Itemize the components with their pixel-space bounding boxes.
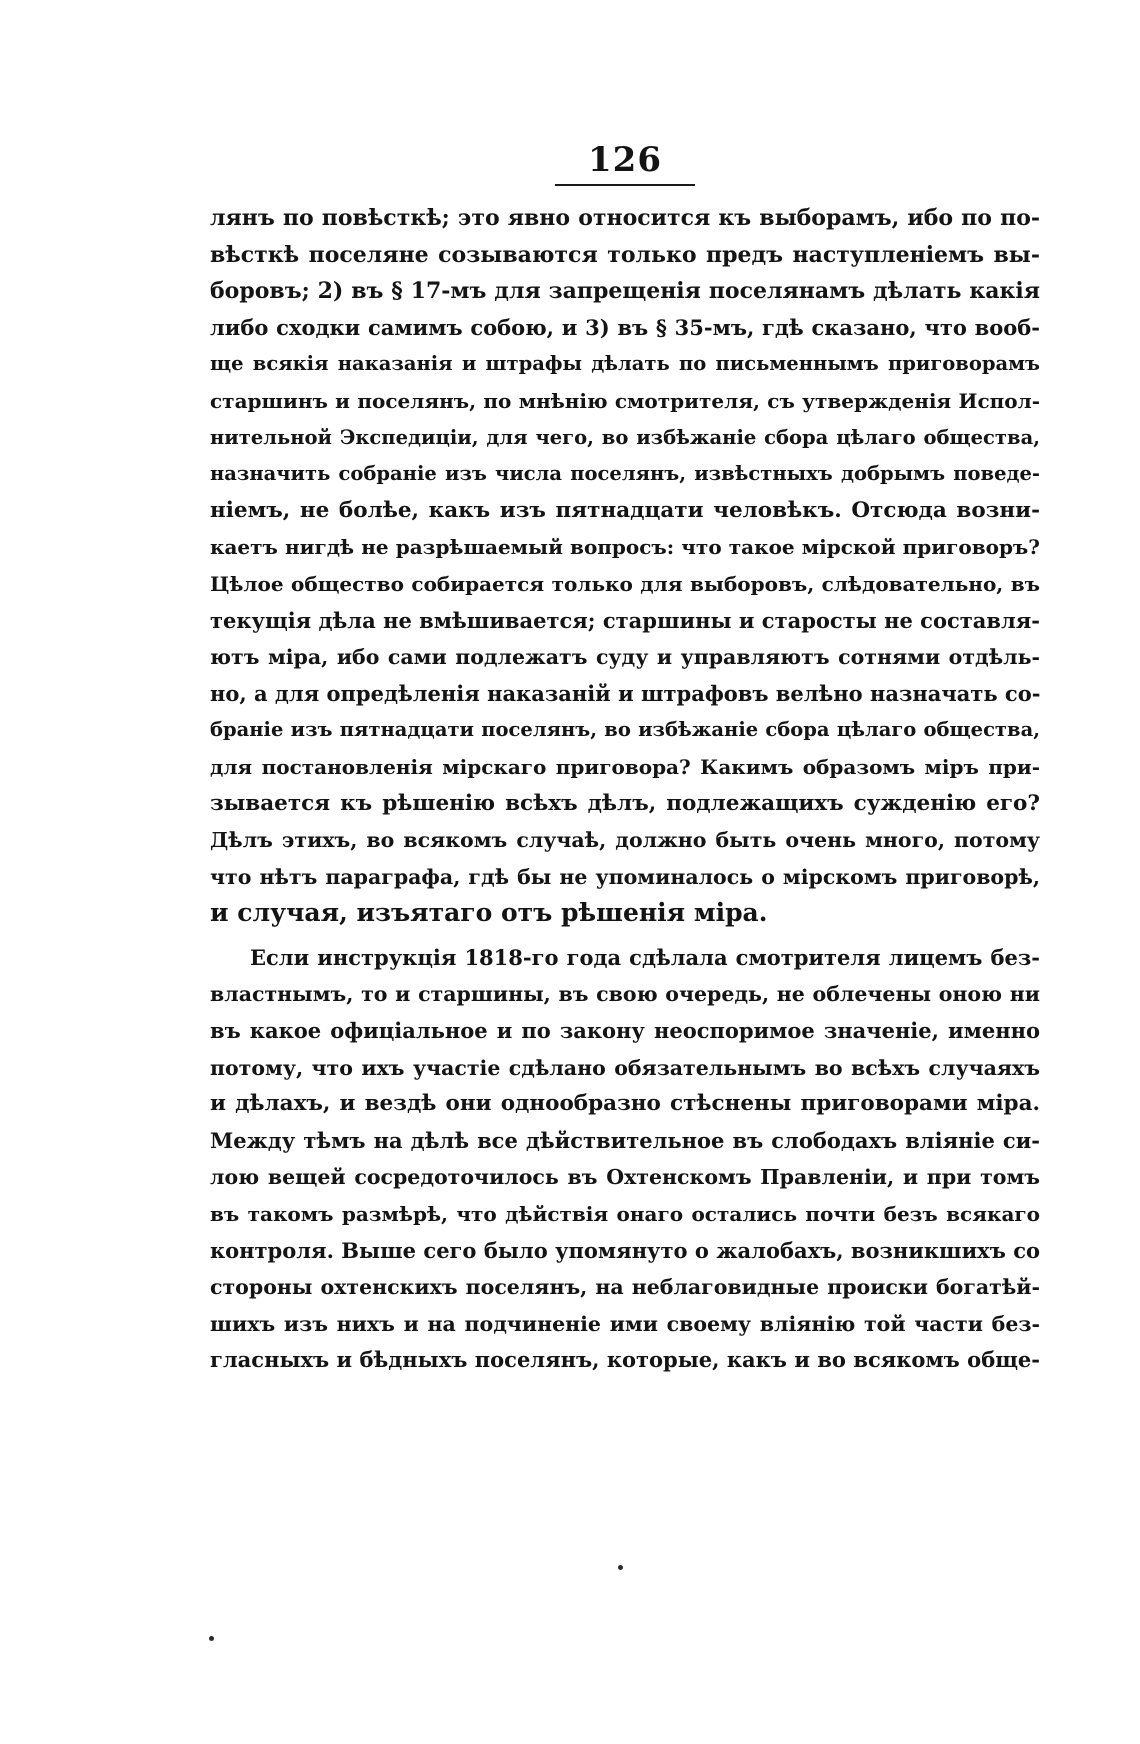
- text-line: потому, что ихъ участіе сдѣлано обязательнымъ во всѣхъ случаяхъ: [210, 1055, 1040, 1080]
- text-line: но, а для опредѣленія наказаній и штрафовъ велѣно назначать со-: [210, 680, 1040, 706]
- text-line: ніемъ, не болѣе, какъ изъ пятнадцати человѣкъ. Отсюда возни-: [210, 497, 1040, 523]
- page-header: [555, 140, 695, 186]
- text-line: гласныхъ и бѣдныхъ поселянъ, которые, какъ и во всякомъ обще-: [210, 1347, 1040, 1373]
- text-line: старшинъ и поселянъ, по мнѣнію смотрителя, съ утвержденія Испол-: [210, 388, 1040, 413]
- text-line: и дѣлахъ, и вездѣ они однообразно стѣснены приговорами міра.: [210, 1091, 1040, 1117]
- text-line: стороны охтенскихъ поселянъ, на неблаговидные происки богатѣй-: [210, 1275, 1040, 1300]
- text-line: и случая, изъятаго отъ рѣшенія міра.: [210, 898, 768, 928]
- text-line: контроля. Выше сего было упомянуто о жалобахъ, возникшихъ со: [210, 1237, 1040, 1263]
- text-line: каетъ нигдѣ не разрѣшаемый вопросъ: что такое мірской приговоръ?: [210, 535, 1040, 560]
- text-line: либо сходки самимъ собою, и 3) въ § 35-мъ, гдѣ сказано, что вооб-: [210, 314, 1040, 340]
- text-line: ютъ міра, ибо сами подлежатъ суду и управляютъ сотнями отдѣль-: [210, 645, 1040, 670]
- text-line: нительной Экспедиціи, для чего, во избѣжаніе сбора цѣлаго общества,: [210, 425, 1040, 449]
- text-line: ще всякія наказанія и штрафы дѣлать по письменнымъ приговорамъ: [210, 352, 1040, 376]
- paragraph-2: [210, 940, 1040, 1379]
- text-line: для постановленія мірскаго приговора? Какимъ образомъ міръ при-: [210, 754, 1040, 779]
- text-line: шихъ изъ нихъ и на подчиненіе ими своему вліянію той части без-: [210, 1311, 1040, 1336]
- text-line: боровъ; 2) въ § 17-мъ для запрещенія поселянамъ дѣлать какія: [210, 278, 1040, 305]
- scan-speck: [209, 1636, 214, 1641]
- text-line: Цѣлое общество собирается только для выборовъ, слѣдовательно, въ: [210, 571, 1040, 596]
- body-text: [210, 200, 1040, 1379]
- text-line: текущія дѣла не вмѣшивается; старшины и старосты не составля-: [210, 607, 1040, 633]
- text-line: въ какое офиціальное и по закону неоспоримое значеніе, именно: [210, 1018, 1040, 1044]
- text-line: лою вещей сосредоточилось въ Охтенскомъ Правленіи, и при томъ: [210, 1165, 1040, 1190]
- text-line: Между тѣмъ на дѣлѣ все дѣйствительное въ слободахъ вліяніе си-: [210, 1127, 1040, 1153]
- text-line: властнымъ, то и старшины, въ свою очередь, не облечены оною ни: [210, 982, 1040, 1007]
- text-line: назначить собраніе изъ числа поселянъ, извѣстныхъ добрымъ поведе-: [210, 462, 1040, 486]
- text-line: Если инструкція 1818-го года сдѣлала смотрителя лицемъ без-: [250, 944, 1040, 970]
- text-line: Дѣлъ этихъ, во всякомъ случаѣ, должно быть очень много, потому: [210, 828, 1040, 853]
- page-number: 126: [588, 140, 662, 180]
- header-rule: [555, 184, 695, 186]
- text-line: браніе изъ пятнадцати поселянъ, во избѣжаніе сбора цѣлаго общества,: [210, 718, 1040, 742]
- text-line: зывается къ рѣшенію всѣхъ дѣлъ, подлежащихъ сужденію его?: [210, 790, 1040, 816]
- text-line: въ такомъ размѣрѣ, что дѣйствія онаго остались почти безъ всякаго: [210, 1202, 1040, 1227]
- paragraph-1: [210, 200, 1040, 932]
- text-line: вѣсткѣ поселяне созываются только предъ наступленіемъ вы-: [210, 241, 1040, 268]
- text-line: лянъ по повѣсткѣ; это явно относится къ выборамъ, ибо по по-: [210, 205, 1040, 231]
- scan-speck: [618, 1565, 623, 1570]
- text-line: что нѣтъ параграфа, гдѣ бы не упоминалось о мірскомъ приговорѣ,: [210, 864, 1040, 889]
